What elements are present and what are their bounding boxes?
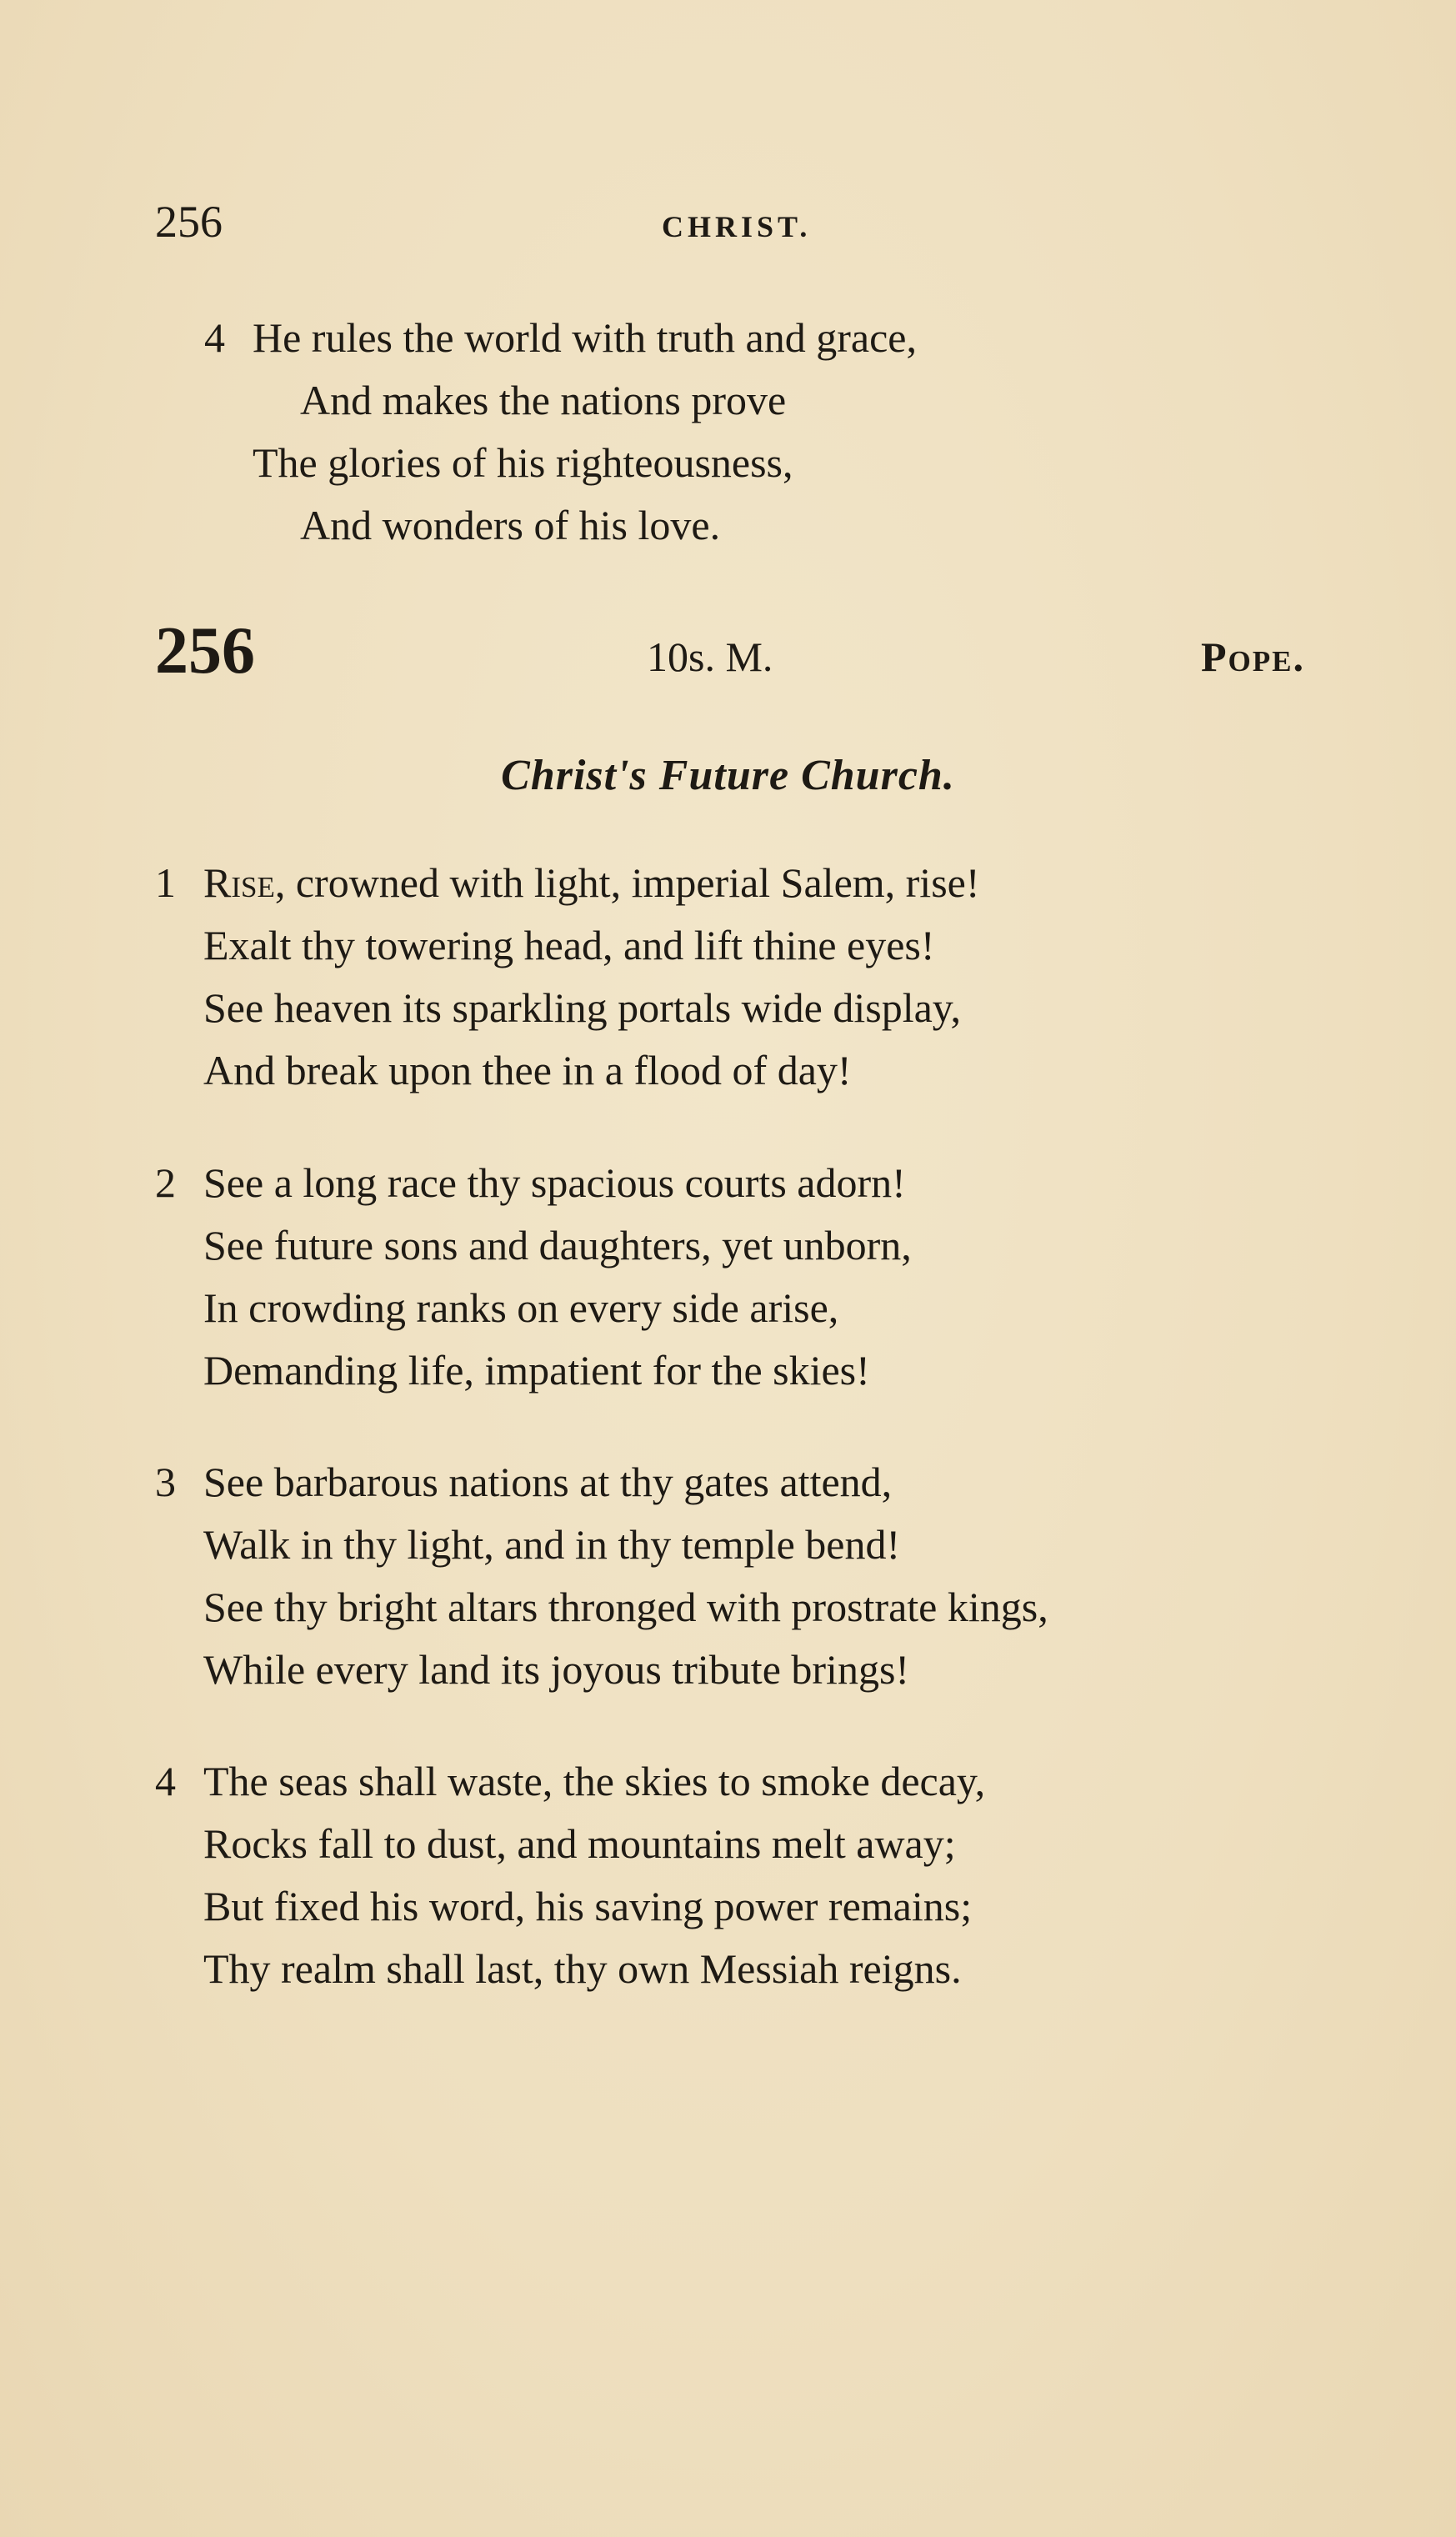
first-word: Rise,: [203, 859, 286, 906]
stanza-3: [155, 1451, 1048, 1701]
stanza-4: [155, 1750, 985, 2000]
line-text: The glories of his righteousness,: [253, 439, 793, 486]
line-text: See heaven its sparkling portals wide display,: [203, 984, 962, 1031]
stanza-line: [155, 1750, 985, 1813]
stanza-line: [155, 1039, 980, 1102]
running-head: [155, 197, 1305, 255]
hymn-meter: 10s. M.: [647, 633, 773, 680]
line-text: Demanding life, impatient for the skies!: [203, 1347, 870, 1394]
stanza-line: [155, 1514, 1048, 1576]
stanza-number: 4: [155, 1758, 176, 1804]
stanza-line: [155, 1277, 912, 1339]
stanza-number: 2: [155, 1159, 176, 1206]
stanza-line: [155, 1938, 985, 2000]
line-text: In crowding ranks on every side arise,: [203, 1284, 839, 1331]
hymn-title: Christ's Future Church.: [501, 752, 955, 799]
stanza-line: [155, 1576, 1048, 1639]
stanza-2: [155, 1152, 912, 1402]
line-text: crowned with light, imperial Salem, rise!: [285, 859, 980, 906]
line-text: Thy realm shall last, thy own Messiah reigns.: [203, 1945, 962, 1992]
running-title: CHRIST.: [662, 210, 812, 243]
page-number: 256: [155, 197, 223, 247]
line-text: See barbarous nations at thy gates attend,: [203, 1459, 893, 1505]
line-text: But fixed his word, his saving power remains;: [203, 1883, 973, 1929]
hymn-header: [155, 613, 1305, 688]
line-text: Walk in thy light, and in thy temple bend!: [203, 1521, 901, 1568]
line-text: See future sons and daughters, yet unborn,: [203, 1222, 912, 1268]
line-text: See a long race thy spacious courts adorn!: [203, 1159, 906, 1206]
stanza-line: [155, 914, 980, 977]
line-text: And makes the nations prove: [300, 377, 787, 423]
stanza-number: 4: [204, 314, 225, 361]
stanza-line: [204, 369, 917, 432]
stanza-line: [204, 494, 917, 557]
stanza-line: [155, 1639, 1048, 1701]
stanza-1: [155, 852, 980, 1102]
line-text: The seas shall waste, the skies to smoke decay,: [203, 1758, 986, 1804]
stanza-line: [155, 1813, 985, 1875]
hymn-author: Pope.: [1201, 633, 1305, 680]
stanza-line: [155, 1152, 912, 1214]
line-text: And wonders of his love.: [300, 502, 721, 548]
stanza-number: 3: [155, 1459, 176, 1505]
stanza-line: [155, 1875, 985, 1938]
hymn-number: 256: [155, 614, 255, 688]
line-text: While every land its joyous tribute brings!: [203, 1646, 910, 1693]
line-text: He rules the world with truth and grace,: [253, 314, 917, 361]
stanza-line: [155, 852, 980, 914]
stanza-line: [204, 307, 917, 369]
line-text: See thy bright altars thronged with prostrate kings,: [203, 1584, 1048, 1630]
stanza-number: 1: [155, 859, 176, 906]
stanza-line: [155, 1339, 912, 1402]
stanza-line: [155, 1214, 912, 1277]
line-text: Exalt thy towering head, and lift thine eyes!: [203, 922, 935, 968]
stanza-line: [204, 432, 917, 494]
stanza-line: [155, 1451, 1048, 1514]
previous-hymn-stanza: [204, 307, 917, 557]
line-text: And break upon thee in a flood of day!: [203, 1047, 852, 1093]
stanza-line: [155, 977, 980, 1039]
line-text: Rocks fall to dust, and mountains melt away;: [203, 1820, 956, 1867]
